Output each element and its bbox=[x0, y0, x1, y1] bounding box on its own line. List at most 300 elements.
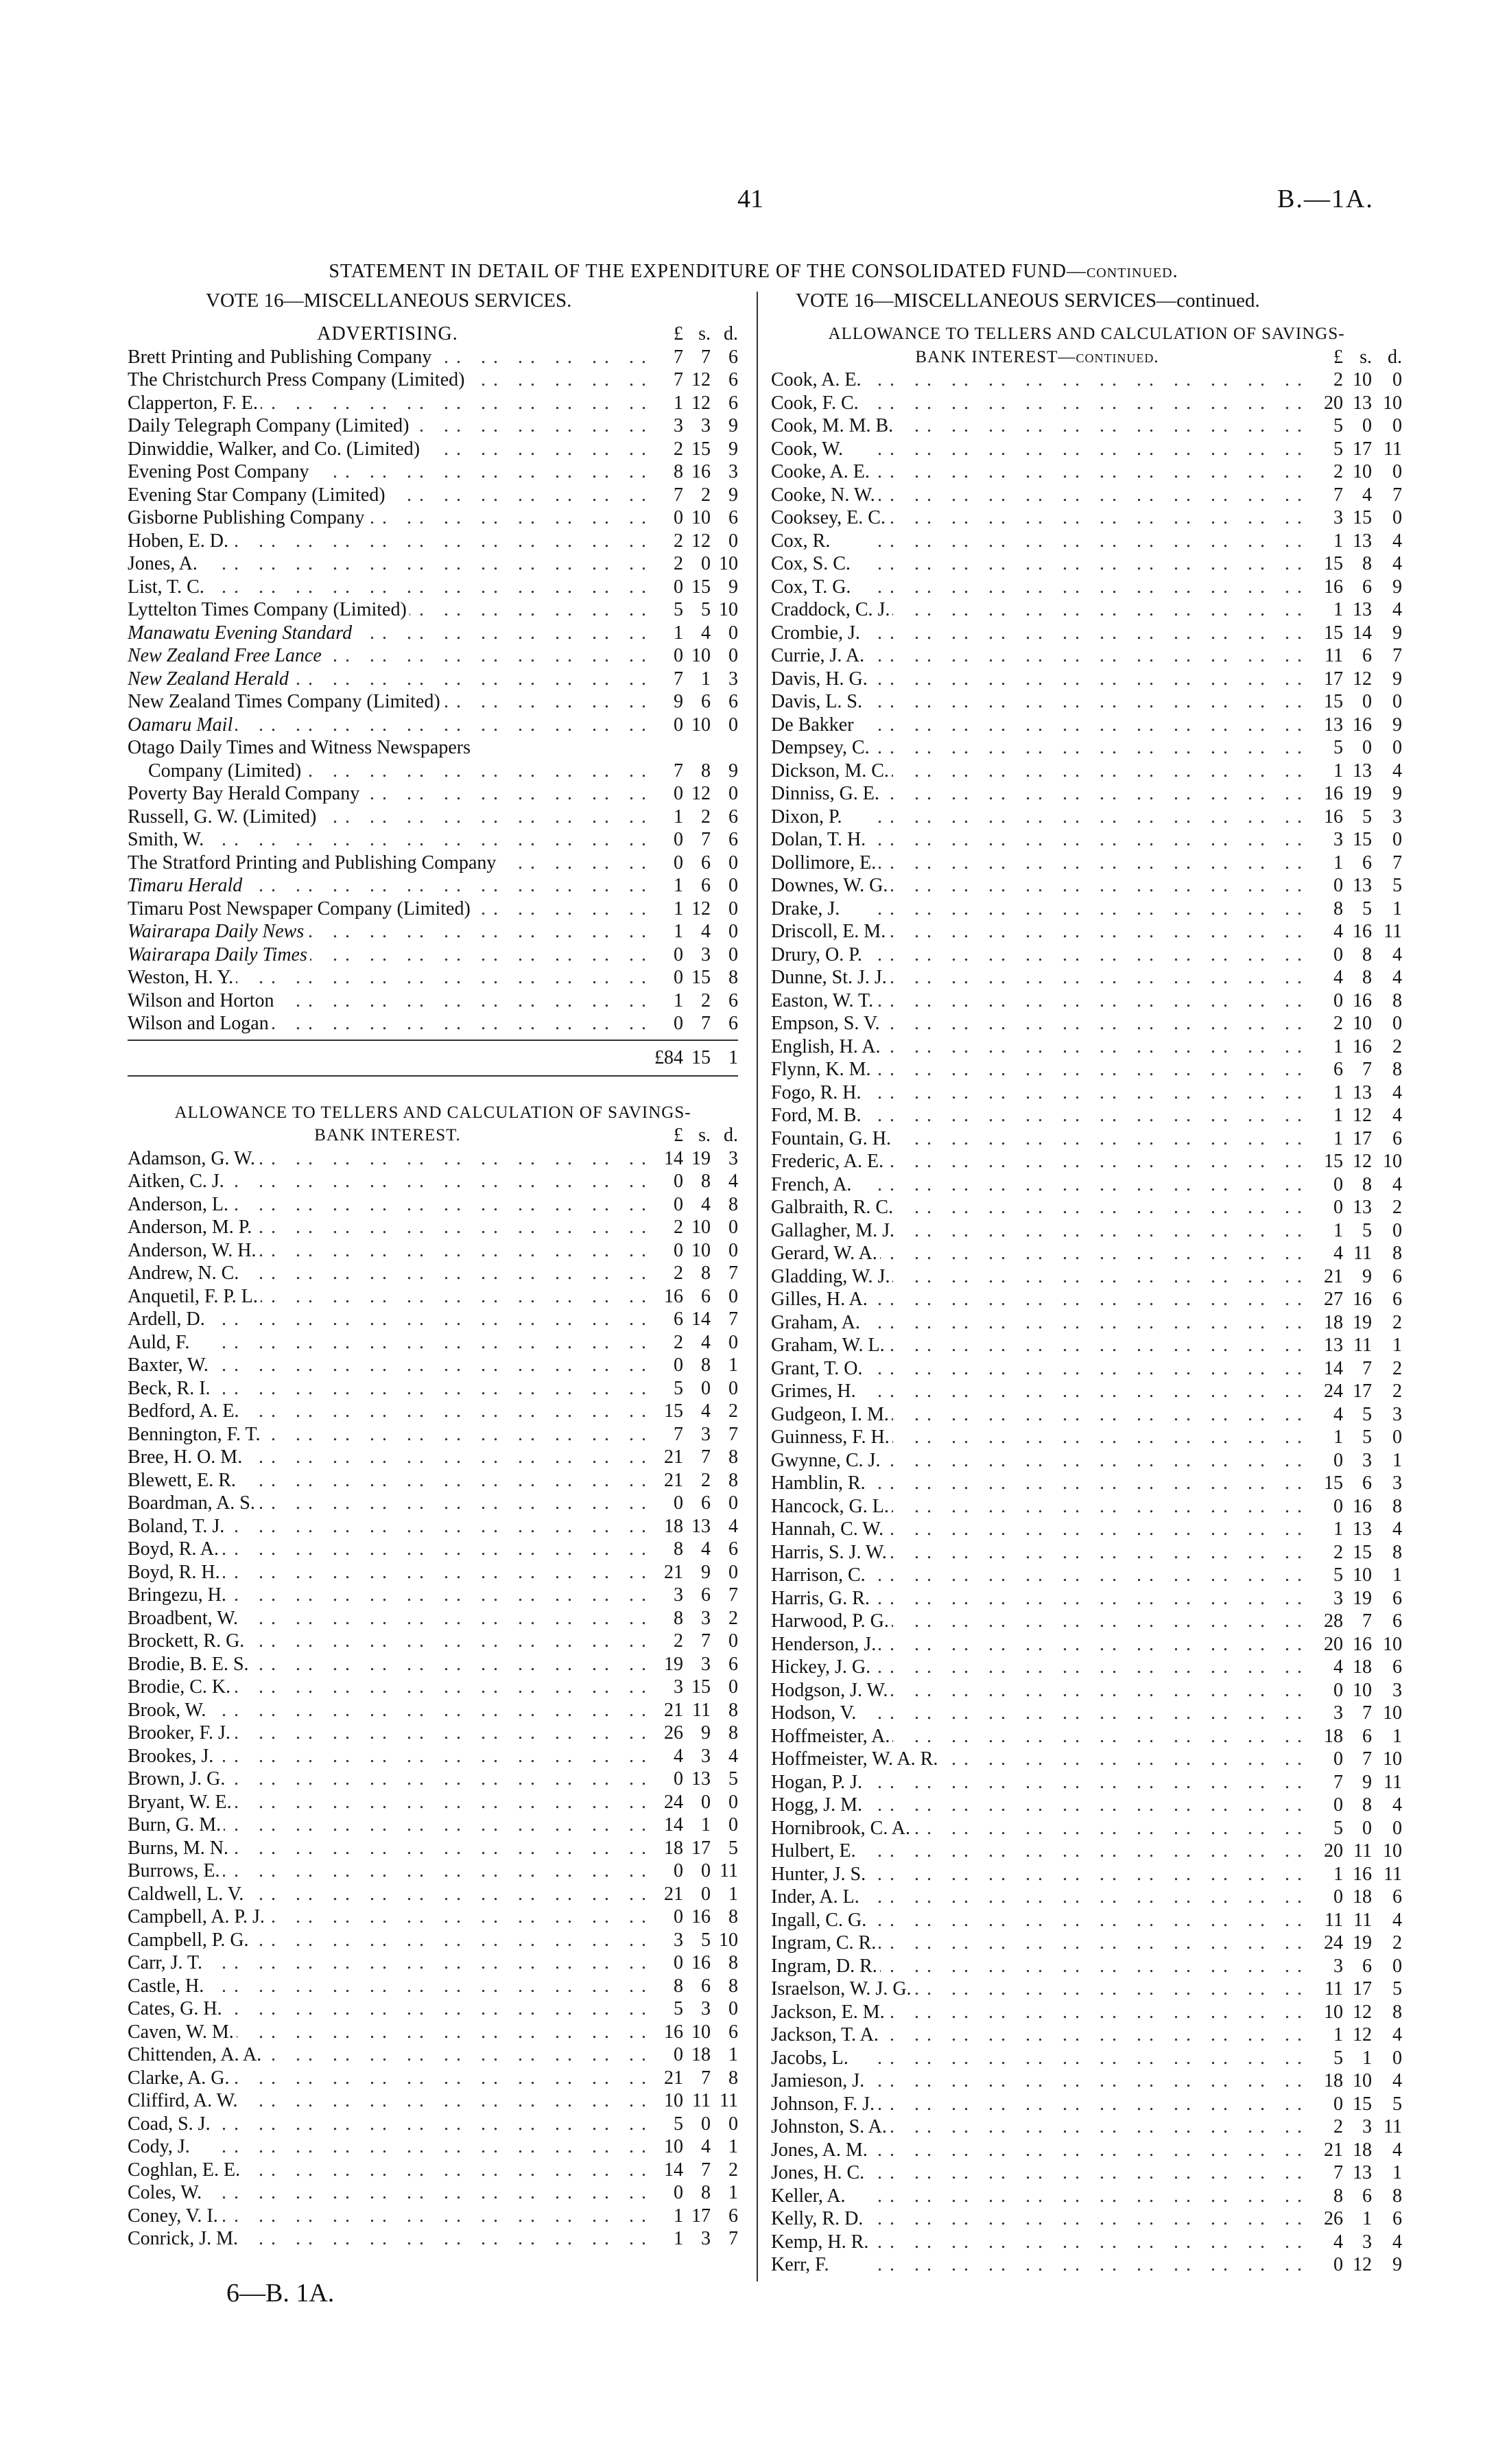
amount-pounds: 1 bbox=[674, 806, 683, 828]
amount-shillings: 5 bbox=[1362, 1403, 1372, 1425]
table-row bbox=[771, 2069, 1402, 2093]
amount-pounds: 1 bbox=[1333, 1219, 1343, 1241]
amount-shillings: 5 bbox=[1362, 897, 1372, 919]
amount-shillings: 17 bbox=[691, 2205, 711, 2227]
payee-name bbox=[128, 1538, 648, 1561]
amount-pounds: 21 bbox=[1324, 1265, 1343, 1287]
amount-pence: 8 bbox=[728, 1906, 738, 1927]
table-row bbox=[771, 1127, 1402, 1151]
table-row bbox=[771, 2001, 1402, 2024]
payee-label: Brookes, J. bbox=[128, 1746, 216, 1767]
amount-pence: 4 bbox=[1392, 1794, 1402, 1816]
payee-label: Hannah, C. W. bbox=[771, 1518, 886, 1540]
amount-pence: 0 bbox=[728, 921, 738, 942]
payee-label: Anderson, W. H. bbox=[128, 1240, 259, 1261]
amount-pounds: 8 bbox=[1333, 2185, 1343, 2207]
amount-pence: 6 bbox=[1392, 1886, 1402, 1908]
payee-label: Kemp, H. R. bbox=[771, 2231, 871, 2253]
amount bbox=[648, 1515, 738, 1538]
amount-pounds: 7 bbox=[674, 668, 683, 690]
amount bbox=[648, 989, 738, 1013]
amount-pounds: 15 bbox=[1324, 1151, 1343, 1172]
table-row bbox=[128, 1331, 738, 1354]
amount-pounds: 8 bbox=[1333, 897, 1343, 919]
amount-pounds: 2 bbox=[1333, 461, 1343, 482]
payee-name bbox=[128, 1170, 648, 1193]
payee-label: Brooker, F. J. bbox=[128, 1722, 233, 1744]
payee-name bbox=[771, 1955, 1303, 1978]
table-row bbox=[771, 1334, 1402, 1357]
amount-shillings: 6 bbox=[1362, 1472, 1372, 1494]
amount-shillings: 15 bbox=[691, 967, 711, 988]
table-row bbox=[128, 1745, 738, 1768]
amount bbox=[648, 1538, 738, 1561]
amount-pence: 1 bbox=[728, 2136, 738, 2157]
amount-pence: 0 bbox=[1392, 507, 1402, 528]
amount-pence: 4 bbox=[1392, 530, 1402, 552]
table-row bbox=[128, 1193, 738, 1217]
amount-pounds: 1 bbox=[1333, 1081, 1343, 1103]
currency-header bbox=[1303, 346, 1402, 369]
amount-pence: 4 bbox=[1392, 760, 1402, 782]
amount-pounds: 4 bbox=[1333, 921, 1343, 942]
table-row bbox=[771, 1863, 1402, 1886]
amount-shillings: 16 bbox=[1353, 1863, 1372, 1885]
amount-pounds: 3 bbox=[674, 415, 683, 436]
amount-pounds: 4 bbox=[1333, 1656, 1343, 1678]
payee-label: Jamieson, J. bbox=[771, 2070, 867, 2091]
amount-shillings: 12 bbox=[1353, 2024, 1372, 2045]
payee-name bbox=[771, 1932, 1303, 1955]
amount-pence: 11 bbox=[720, 2090, 738, 2111]
payee-label: Anderson, L. bbox=[128, 1194, 231, 1215]
amount bbox=[1303, 1587, 1402, 1610]
payee-label: Anquetil, F. P. L. bbox=[128, 1286, 261, 1307]
amount bbox=[648, 530, 738, 553]
payee-label: Evening Star Company (Limited) bbox=[128, 484, 388, 506]
advertising-total bbox=[648, 1046, 738, 1070]
table-row bbox=[771, 414, 1402, 438]
payee-label: Bringezu, H. bbox=[128, 1584, 229, 1606]
amount-shillings: 10 bbox=[1353, 1679, 1372, 1701]
amount-shillings: 6 bbox=[701, 1975, 711, 1997]
amount-shillings: 10 bbox=[691, 1239, 711, 1261]
amount-shillings: 4 bbox=[701, 1538, 711, 1560]
amount-pounds: 0 bbox=[674, 1013, 683, 1034]
amount bbox=[1303, 1426, 1402, 1449]
table-row bbox=[771, 852, 1402, 875]
payee-label: Ford, M. B. bbox=[771, 1105, 864, 1126]
amount-shillings: 12 bbox=[691, 369, 711, 390]
payee-name bbox=[771, 989, 1303, 1013]
table-row bbox=[771, 1288, 1402, 1311]
amount-shillings: 17 bbox=[691, 1837, 711, 1859]
table-row bbox=[771, 438, 1402, 461]
payee-label: Israelson, W. J. G. bbox=[771, 1978, 914, 1999]
amount-pence: 4 bbox=[1392, 599, 1402, 620]
advertising-heading: ADVERTISING. bbox=[317, 323, 458, 344]
payee-name bbox=[128, 943, 648, 967]
payee-label: Gilles, H. A. bbox=[771, 1289, 870, 1310]
shillings-header: s. bbox=[698, 323, 711, 344]
payee-label: Hogg, J. M. bbox=[771, 1794, 865, 1816]
amount bbox=[1303, 852, 1402, 875]
amount bbox=[1303, 2001, 1402, 2024]
payee-name bbox=[128, 2067, 648, 2090]
payee-name bbox=[128, 484, 648, 507]
amount-pounds: 5 bbox=[1333, 1564, 1343, 1586]
amount bbox=[648, 782, 738, 806]
amount-pence: 7 bbox=[728, 1423, 738, 1445]
amount-shillings: 12 bbox=[691, 392, 711, 414]
payee-label: Cox, T. G. bbox=[771, 576, 853, 598]
payee-label: Lyttelton Times Company (Limited) bbox=[128, 599, 410, 620]
payee-label: Keller, A. bbox=[771, 2185, 849, 2207]
amount-pounds: 18 bbox=[1324, 1311, 1343, 1333]
payee-name bbox=[128, 1975, 648, 1998]
amount-pounds: 1 bbox=[674, 897, 683, 919]
payee-label: Henderson, J. bbox=[771, 1634, 879, 1655]
amount-pounds: 8 bbox=[674, 1975, 683, 1997]
amount-pounds: 21 bbox=[664, 1561, 683, 1583]
payee-label: Hoffmeister, W. A. R. bbox=[771, 1748, 940, 1770]
table-row bbox=[128, 1262, 738, 1285]
amount-pence: 9 bbox=[728, 760, 738, 782]
amount bbox=[648, 1859, 738, 1883]
payee-label: Harwood, P. G. bbox=[771, 1610, 892, 1632]
amount-shillings: 3 bbox=[701, 2228, 711, 2249]
payee-name bbox=[128, 1147, 648, 1171]
table-row bbox=[128, 1676, 738, 1699]
amount-shillings: 13 bbox=[1353, 1197, 1372, 1218]
amount-shillings: 8 bbox=[701, 760, 711, 782]
total-shillings: 15 bbox=[691, 1046, 711, 1068]
amount-pence: 11 bbox=[1384, 921, 1402, 942]
table-row bbox=[771, 1771, 1402, 1794]
amount-shillings: 15 bbox=[1353, 507, 1372, 528]
amount-pounds: 5 bbox=[1333, 2047, 1343, 2069]
payee-name bbox=[128, 2181, 648, 2205]
amount bbox=[1303, 1679, 1402, 1702]
table-row bbox=[128, 598, 738, 622]
amount-pounds: 5 bbox=[674, 1998, 683, 2019]
payee-name bbox=[128, 1262, 648, 1285]
amount bbox=[1303, 1150, 1402, 1173]
payee-label: Cook, W. bbox=[771, 438, 846, 460]
amount bbox=[648, 2181, 738, 2205]
amount-pounds: 0 bbox=[1333, 1794, 1343, 1816]
amount bbox=[1303, 1495, 1402, 1518]
amount-pounds: 0 bbox=[674, 1171, 683, 1192]
payee-name bbox=[771, 2185, 1303, 2208]
amount-pence: 6 bbox=[728, 1013, 738, 1034]
table-row bbox=[128, 1607, 738, 1630]
amount bbox=[1303, 1173, 1402, 1197]
amount-pence: 6 bbox=[728, 989, 738, 1011]
amount-pounds: 17 bbox=[1324, 668, 1343, 690]
payee-label: Dinwiddie, Walker, and Co. (Limited) bbox=[128, 438, 423, 460]
payee-label: Gwynne, C. J. bbox=[771, 1450, 883, 1471]
amount bbox=[648, 874, 738, 897]
payee-name bbox=[771, 1886, 1303, 1909]
amount bbox=[1303, 1886, 1402, 1909]
table-row bbox=[771, 1587, 1402, 1610]
amount-pence: 4 bbox=[728, 1745, 738, 1767]
amount-shillings: 7 bbox=[701, 346, 711, 368]
amount-shillings: 3 bbox=[701, 1423, 711, 1445]
tellers-left-heading-row-2 bbox=[128, 1124, 738, 1147]
amount bbox=[648, 1722, 738, 1745]
payee-label: Inder, A. L. bbox=[771, 1886, 862, 1908]
payee-name bbox=[771, 1357, 1303, 1381]
payee-name bbox=[128, 2135, 648, 2159]
amount bbox=[1303, 1196, 1402, 1219]
payee-label: New Zealand Herald bbox=[128, 668, 292, 690]
amount-shillings: 5 bbox=[1362, 1427, 1372, 1448]
payee-name bbox=[771, 1771, 1303, 1794]
table-row bbox=[128, 1859, 738, 1883]
table-row bbox=[771, 1081, 1402, 1105]
amount-pounds: 0 bbox=[674, 2044, 683, 2065]
amount bbox=[648, 2021, 738, 2044]
amount-pounds: 18 bbox=[664, 1837, 683, 1859]
payee-label: Ingall, C. G. bbox=[771, 1910, 869, 1931]
payee-name bbox=[128, 1012, 648, 1035]
amount-pence: 0 bbox=[728, 875, 738, 896]
amount-pounds: 2 bbox=[674, 1217, 683, 1238]
amount bbox=[1303, 1104, 1402, 1127]
vote-title-left: VOTE 16—MISCELLANEOUS SERVICES. bbox=[206, 290, 572, 312]
amount-pounds bbox=[648, 736, 683, 760]
payee-label: Jackson, E. M. bbox=[771, 2002, 888, 2023]
payee-name bbox=[128, 1997, 648, 2021]
amount bbox=[648, 668, 738, 691]
amount-pounds: 1 bbox=[1333, 1127, 1343, 1149]
amount-shillings: 3 bbox=[701, 1653, 711, 1675]
table-row bbox=[771, 1426, 1402, 1449]
table-row bbox=[771, 1794, 1402, 1817]
table-row bbox=[128, 1814, 738, 1837]
payee-label: Baxter, W. bbox=[128, 1354, 211, 1376]
payee-name bbox=[771, 920, 1303, 943]
payee-name bbox=[128, 806, 648, 829]
amount-pence: 0 bbox=[728, 622, 738, 644]
payee-label: Boyd, R. A. bbox=[128, 1538, 222, 1560]
amount-pence: 10 bbox=[1383, 1748, 1402, 1770]
table-row bbox=[771, 1173, 1402, 1197]
table-row bbox=[128, 806, 738, 829]
amount-pounds: 0 bbox=[1333, 1679, 1343, 1701]
statement-title: STATEMENT IN DETAIL OF THE EXPENDITURE OF THE CONSOLIDATED FUND—continued. bbox=[329, 261, 1178, 282]
payee-name bbox=[128, 1515, 648, 1538]
amount bbox=[1303, 1817, 1402, 1840]
payee-label: Castle, H. bbox=[128, 1975, 206, 1997]
payee-name bbox=[128, 1722, 648, 1745]
amount-pounds: 1 bbox=[1333, 599, 1343, 620]
tellers-right-heading-row bbox=[771, 322, 1402, 346]
payee-name bbox=[128, 828, 648, 852]
payee-name bbox=[128, 2043, 648, 2067]
payee-label: Jones, A. bbox=[128, 553, 200, 574]
table-row bbox=[128, 690, 738, 714]
table-row bbox=[128, 760, 738, 783]
amount-shillings: 8 bbox=[1362, 1173, 1372, 1195]
amount-pounds: 1 bbox=[674, 622, 683, 644]
table-row bbox=[771, 1633, 1402, 1656]
payee-label: Cooke, A. E. bbox=[771, 461, 873, 482]
amount-pence: 9 bbox=[728, 438, 738, 460]
payee-name bbox=[128, 1699, 648, 1722]
amount-pounds: 0 bbox=[1333, 1449, 1343, 1471]
amount-shillings: 6 bbox=[1362, 1955, 1372, 1977]
payee-label: Drury, O. P. bbox=[771, 944, 865, 965]
amount-shillings: 3 bbox=[1362, 2231, 1372, 2253]
payee-name bbox=[771, 2023, 1303, 2047]
amount-pence: 9 bbox=[1392, 622, 1402, 644]
amount bbox=[648, 1745, 738, 1768]
amount-pounds: 1 bbox=[674, 2228, 683, 2249]
amount-pounds: 1 bbox=[1333, 2024, 1343, 2045]
amount-pounds: 7 bbox=[674, 1423, 683, 1445]
amount bbox=[1303, 1380, 1402, 1403]
payee-name bbox=[771, 368, 1303, 392]
payee-name bbox=[128, 1859, 648, 1883]
amount bbox=[1303, 484, 1402, 507]
table-row bbox=[771, 392, 1402, 415]
table-row bbox=[771, 2023, 1402, 2047]
payee-label: Blewett, E. R. bbox=[128, 1470, 239, 1491]
payee-label: The Christchurch Press Company (Limited) bbox=[128, 369, 467, 390]
table-row bbox=[128, 897, 738, 921]
amount-pence: 0 bbox=[728, 2113, 738, 2135]
payee-label: Jackson, T. A. bbox=[771, 2024, 881, 2045]
amount-pounds: 15 bbox=[1324, 553, 1343, 574]
amount-pence: 7 bbox=[728, 1584, 738, 1606]
payee-name bbox=[128, 760, 648, 783]
payee-name bbox=[771, 828, 1303, 852]
payee-label: Fountain, G. H. bbox=[771, 1128, 894, 1149]
amount-pence: 0 bbox=[728, 1492, 738, 1514]
amount-pence: 4 bbox=[1392, 2024, 1402, 2045]
amount-pence: 5 bbox=[1392, 2093, 1402, 2115]
payee-name bbox=[128, 1653, 648, 1676]
payee-name bbox=[128, 1607, 648, 1630]
table-row bbox=[771, 714, 1402, 737]
table-row bbox=[771, 736, 1402, 760]
payee-name bbox=[771, 760, 1303, 783]
amount bbox=[648, 897, 738, 921]
payee-label: Poverty Bay Herald Company bbox=[128, 783, 362, 804]
amount-pounds: 0 bbox=[1333, 1495, 1343, 1517]
amount-shillings: 1 bbox=[1362, 2208, 1372, 2229]
amount-pence: 2 bbox=[728, 1607, 738, 1629]
payee-name bbox=[771, 644, 1303, 668]
amount-pence: 1 bbox=[728, 2182, 738, 2203]
table-row bbox=[128, 1285, 738, 1309]
payee-label: Beck, R. I. bbox=[128, 1378, 213, 1399]
payee-name bbox=[128, 1584, 648, 1607]
amount bbox=[648, 392, 738, 415]
pounds-header: £ bbox=[674, 1125, 683, 1146]
amount-pence: 11 bbox=[1384, 1771, 1402, 1793]
advertising-header-row bbox=[128, 322, 738, 346]
payee-name bbox=[771, 714, 1303, 737]
amount-pounds: 21 bbox=[664, 1446, 683, 1468]
table-row bbox=[771, 644, 1402, 668]
amount-pence: 8 bbox=[1392, 1243, 1402, 1264]
payee-label: Brown, J. G. bbox=[128, 1768, 228, 1790]
table-row bbox=[128, 966, 738, 989]
amount bbox=[1303, 530, 1402, 553]
table-row bbox=[128, 2021, 738, 2044]
payee-label: Driscoll, E. M. bbox=[771, 921, 888, 942]
amount-shillings: 4 bbox=[701, 622, 711, 644]
table-row bbox=[128, 1308, 738, 1331]
amount-pounds: 21 bbox=[1324, 2139, 1343, 2161]
amount-shillings: 18 bbox=[1353, 1886, 1372, 1908]
amount-shillings: 9 bbox=[1362, 1771, 1372, 1793]
amount-shillings: 10 bbox=[691, 1217, 711, 1238]
amount-pounds: 16 bbox=[1324, 576, 1343, 598]
payee-name bbox=[771, 1288, 1303, 1311]
table-row bbox=[771, 552, 1402, 576]
table-row bbox=[128, 1699, 738, 1722]
amount-pounds: 0 bbox=[674, 967, 683, 988]
amount-pence: 8 bbox=[1392, 1495, 1402, 1517]
amount-pounds: 9 bbox=[674, 691, 683, 712]
amount bbox=[648, 576, 738, 599]
amount bbox=[1303, 828, 1402, 852]
table-row bbox=[128, 2113, 738, 2136]
amount-shillings: 13 bbox=[1353, 2162, 1372, 2183]
amount-shillings: 1 bbox=[701, 668, 711, 690]
payee-label: Crombie, J. bbox=[771, 622, 863, 644]
amount-pence: 6 bbox=[728, 369, 738, 390]
payee-name bbox=[128, 506, 648, 530]
payee-name bbox=[128, 2089, 648, 2113]
table-row bbox=[128, 714, 738, 737]
amount-pounds: 0 bbox=[674, 1860, 683, 1881]
amount-pounds: 0 bbox=[1333, 989, 1343, 1011]
table-row bbox=[771, 1495, 1402, 1518]
amount-shillings: 18 bbox=[1353, 1656, 1372, 1678]
amount-shillings: 17 bbox=[1353, 1978, 1372, 1999]
amount-pounds: 3 bbox=[674, 1584, 683, 1606]
table-row bbox=[771, 989, 1402, 1013]
amount bbox=[648, 736, 738, 760]
table-row bbox=[128, 1423, 738, 1446]
payee-name bbox=[771, 1127, 1303, 1151]
payee-name bbox=[771, 552, 1303, 576]
amount-pounds: 0 bbox=[674, 714, 683, 736]
payee-label: Daily Telegraph Company (Limited) bbox=[128, 415, 412, 436]
amount-shillings: 8 bbox=[1362, 1794, 1372, 1816]
payee-name bbox=[771, 2069, 1303, 2093]
pounds-header: £ bbox=[674, 323, 683, 344]
amount-pence: 0 bbox=[728, 897, 738, 919]
amount-pence: 6 bbox=[728, 1538, 738, 1560]
amount bbox=[648, 1262, 738, 1285]
amount bbox=[648, 828, 738, 852]
payee-name bbox=[128, 897, 648, 921]
amount-pence: 0 bbox=[1392, 415, 1402, 436]
amount-pence: 2 bbox=[1392, 1381, 1402, 1402]
amount bbox=[1303, 1564, 1402, 1587]
table-row bbox=[128, 943, 738, 967]
amount-pounds: 8 bbox=[674, 1607, 683, 1629]
payee-name bbox=[128, 714, 648, 737]
amount bbox=[648, 368, 738, 392]
